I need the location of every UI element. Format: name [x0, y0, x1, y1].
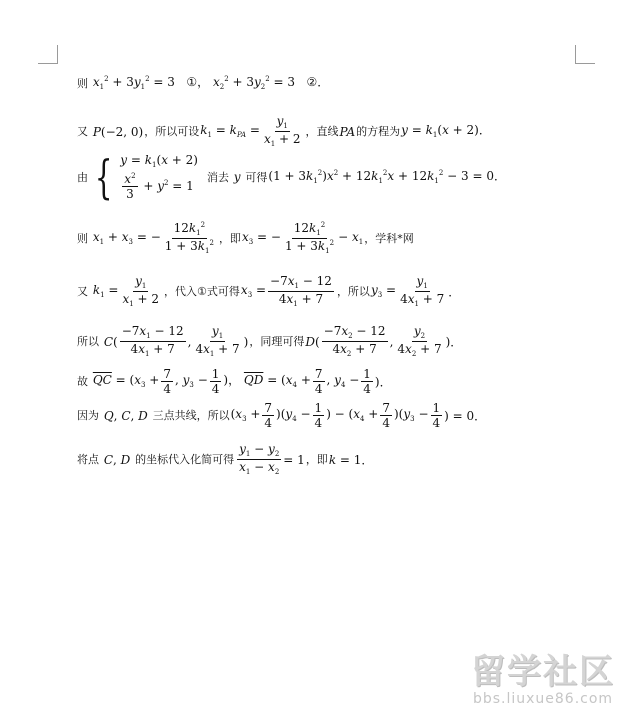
- brace: {: [94, 150, 113, 204]
- text-ze2: 则: [77, 232, 88, 245]
- watermark-logo: 留学社区: [471, 652, 615, 692]
- equation-line-2: 又 P(−2, 0) ，所以可设 $k_1 = k_{PA}$ = $\frac{y_1}{x_1 + 2}$ ，直线 PA 的方程为 $y = k_1(x + 2)$．: [77, 114, 491, 148]
- fraction: $\frac{y_1}{4x_1 + 7}$: [400, 274, 445, 308]
- equation-line-9: 将点 C, D 的坐标代入化简可得 $\frac{y_1 - y_2}{x_1 - x_2}$ = 1 ，即 k = 1．: [77, 442, 374, 476]
- equation-line-6: 所以 C( $\frac{-7x_1 - 12}{4x_1 + 7}$ , $\frac{y_1}{4x_1 + 7}$ ) ，同理可得 D( $\frac{-7x_2 - 12}{4x_2 + 7}$ , $\frac{y_2}{4x_2 + 7}$ )．: [77, 324, 463, 358]
- text-you: 又: [77, 125, 88, 138]
- text-gu: 故: [77, 375, 88, 388]
- fraction: $\frac{-7x_1 - 12}{4x_1 + 7}$: [270, 274, 332, 308]
- equation-line-1: 则 $x_1^2 + 3y_1^2 = 3$ ①， $x_2^2 + 3y_2^2 = 3$ ②．: [77, 75, 330, 91]
- text-sandian: 三点共线，所以: [152, 409, 230, 422]
- text-fangcheng: 的方程为: [356, 125, 401, 138]
- fraction: $\frac{7}{4}$: [264, 401, 273, 430]
- text-xiaoqu: 消去: [206, 170, 229, 184]
- equation-line-5: 又 $k_1$ = $\frac{y_1}{x_1 + 2}$ ，代入①式可得 $x_3$ = $\frac{-7x_1 - 12}{4x_1 + 7}$ ，所以 $y_3$ = $\frac{y_1}{4x_1 + 7}$ ．: [77, 274, 461, 308]
- text-ze: 则: [77, 77, 88, 90]
- corner-mark-left-v: [57, 45, 58, 64]
- fraction: $\frac{y_1 - y_2}{x_1 - x_2}$: [239, 442, 280, 476]
- fraction: $\frac{-7x_2 - 12}{4x_2 + 7}$: [323, 324, 386, 358]
- equation-system: $y = k_1(x + 2)$ $\frac{x^2}{3}$ + $y^2 = 1$: [120, 153, 198, 201]
- equation-line-8: 因为 Q, C, D 三点共线，所以 ($x_3$ + $\frac{7}{4}$ )($y_4$ − $\frac{1}{4}$ ) − ($x_4$ + $\frac{7}{4}$ )($y_3$ − $\frac{1}{4}$ ) = 0．: [77, 401, 487, 430]
- text-xueke: ，学科*网: [364, 232, 414, 245]
- corner-mark-right-h: [575, 63, 595, 64]
- fraction: $\frac{7}{4}$: [163, 367, 171, 396]
- text-daiyu: ，代入①式可得: [164, 285, 240, 298]
- equation-line-4: 则 $x_1 + x_3$ = − $\frac{12k_1^2}{1 + 3k_1^2}$ ，即 $x_3$ = − $\frac{12k_1^2}{1 + 3k_1^2}$ − $x_1$ ，学科*网: [77, 221, 414, 255]
- corner-mark-right-v: [575, 45, 576, 64]
- fraction: $\frac{12k_1^2}{1 + 3k_1^2}$: [164, 221, 214, 255]
- text-zhixian: ，直线: [305, 125, 339, 138]
- fraction: $\frac{7}{4}$: [314, 367, 323, 396]
- watermark-url: bbs.liuxue86.com: [472, 691, 614, 707]
- text-suoyi2: 所以: [77, 335, 99, 348]
- watermark: [471, 644, 615, 707]
- fraction: $\frac{1}{4}$: [211, 367, 220, 396]
- equation-line-7: 故 $\overline{QC} = (x_3$ + $\frac{7}{4}$ , $y_3$ − $\frac{1}{4}$ )， $\overline{QD} = (x_4$ + $\frac{7}{4}$ , $y_4$ − $\frac{1}{4}$ )．: [77, 367, 392, 396]
- text-jiang-dian: 将点: [77, 453, 99, 466]
- fraction: $\frac{y_1}{x_1 + 2}$: [122, 274, 160, 308]
- fraction: $\frac{1}{4}$: [314, 401, 323, 430]
- text-zuobiao: 的坐标代入化简可得: [135, 453, 235, 466]
- text-suoyi: ，所以: [336, 285, 370, 298]
- text-ji2: ，即: [305, 453, 328, 466]
- text-suoyi-kese: ，所以可设: [144, 125, 200, 138]
- fraction: $\frac{7}{4}$: [382, 401, 390, 430]
- fraction: $\frac{y_1}{4x_1 + 7}$: [195, 324, 240, 358]
- corner-mark-left-h: [38, 63, 58, 64]
- fraction: $\frac{-7x_1 - 12}{4x_1 + 7}$: [121, 324, 184, 358]
- text-ji: ，即: [218, 232, 241, 245]
- text-you2: 由: [77, 170, 88, 184]
- fraction: $\frac{1}{4}$: [363, 367, 371, 396]
- fraction: $\frac{y_2}{4x_2 + 7}$: [397, 324, 442, 358]
- text-yinwei: 因为: [77, 409, 99, 422]
- text-tongli: ，同理可得: [249, 335, 305, 348]
- text-kede: 可得: [245, 170, 268, 184]
- fraction: $\frac{12k_1^2}{1 + 3k_1^2}$: [284, 221, 335, 255]
- text-you3: 又: [77, 285, 88, 298]
- equation-line-3: 由 { $y = k_1(x + 2)$ $\frac{x^2}{3}$ + $y^2 = 1$ 消去 y 可得 $(1 + 3k_1^2)x^2 + 12k_1^2x + 12k_1^2 - 3 = 0$．: [77, 150, 506, 204]
- fraction: $\frac{y_1}{x_1 + 2}$: [263, 114, 301, 148]
- fraction: $\frac{1}{4}$: [432, 401, 441, 430]
